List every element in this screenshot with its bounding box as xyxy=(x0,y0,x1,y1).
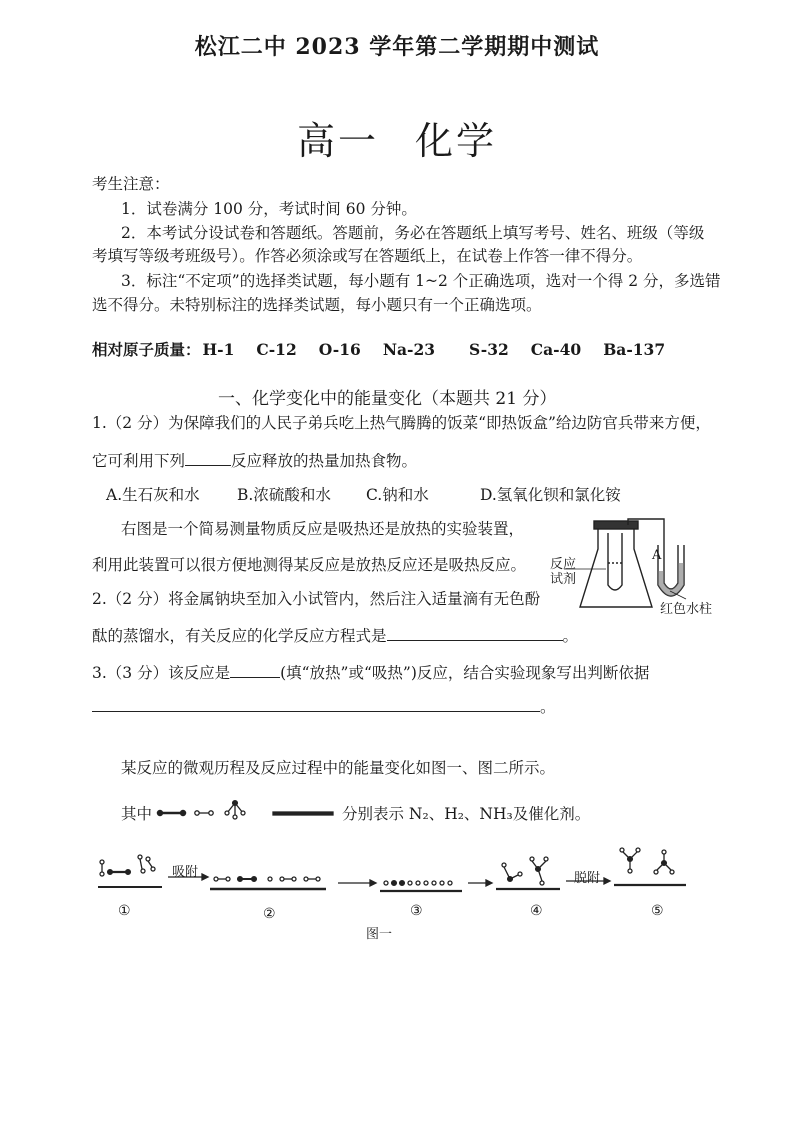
question-1-line-1: 1.（2 分）为保障我们的人民子弟兵吃上热气腾腾的饭菜“即热饭盒”给边防官兵带来方便， xyxy=(92,414,711,432)
section-1-heading: 一、化学变化中的能量变化（本题共 21 分） xyxy=(218,389,557,409)
stage-4-bond-4 xyxy=(538,861,546,869)
stage-4-h-5 xyxy=(540,881,544,885)
question-3-answer-blank xyxy=(230,661,280,678)
stage-3-h-5 xyxy=(432,881,436,885)
h2-atom-b xyxy=(209,811,213,815)
figure-caption: 图一 xyxy=(366,927,393,942)
stage-2-h-1 xyxy=(214,877,218,881)
stage-2-n-2 xyxy=(252,877,257,882)
stage-4-h-1 xyxy=(502,863,506,867)
notice-item-2-line-1: 2．本考试分设试卷和答题纸。答题前，务必在答题纸上填写考号、姓名、班级（等级 xyxy=(121,224,705,242)
stage-2-h-2 xyxy=(226,877,230,881)
stage-5-h-6 xyxy=(662,850,666,854)
stage-4-bond-3 xyxy=(532,861,538,869)
atomic-masses-label: 相对原子质量： xyxy=(92,340,201,359)
notice-item-1: 1．试卷满分 100 分，考试时间 60 分钟。 xyxy=(121,200,417,218)
option-a: A.生石灰和水 xyxy=(106,486,200,504)
nh3-h-atom-2 xyxy=(233,815,237,819)
option-c: C.钠和水 xyxy=(366,486,429,504)
stage-3-n-1 xyxy=(392,881,397,886)
stage-1-h2b-bond xyxy=(140,859,142,869)
question-3-text-b: (填“放热”或“吸热”)反应，结合实验现象写出判断依据 xyxy=(280,664,650,682)
question-3-end-mark: 。 xyxy=(540,698,556,716)
flask-stopper xyxy=(594,521,638,529)
h2-atom-a xyxy=(195,811,199,815)
notice-item-3-line-1: 3．标注“不定项”的选择类试题，每小题有 1~2 个正确选项，选对一个得 2 分，多选错 xyxy=(121,272,721,290)
molecule-legend xyxy=(155,795,340,825)
stage-1-h2-atom-a xyxy=(100,860,104,864)
mass-o: O-16 xyxy=(318,340,361,359)
stage-1-n2-atom-b xyxy=(126,870,131,875)
stage-4-h-3 xyxy=(530,857,534,861)
step-adsorb-label: 吸附 xyxy=(172,865,199,880)
stage-5-h-4 xyxy=(654,870,658,874)
mass-ba: Ba-137 xyxy=(603,340,666,359)
question-2-line-1: 2.（2 分）将金属钠块至加入小试管内，然后注入适量滴有无色酚 xyxy=(92,590,541,608)
mass-s: S-32 xyxy=(469,340,509,359)
question-2-text-b: 。 xyxy=(562,627,579,645)
mass-ca: Ca-40 xyxy=(530,340,582,359)
stage-2-h-4 xyxy=(280,877,284,881)
legend-prefix: 其中 xyxy=(121,805,153,823)
mass-c: C-12 xyxy=(256,340,297,359)
stage-3-number: ③ xyxy=(410,903,423,919)
question-2-line-2 xyxy=(92,624,578,647)
stage-2-number: ② xyxy=(263,906,276,922)
question-3-text-a: 3.（3 分）该反应是 xyxy=(92,664,231,682)
stage-3-h-4 xyxy=(424,881,428,885)
apparatus-intro-line-1: 右图是一个简易测量物质反应是吸热还是放热的实验装置， xyxy=(121,520,525,538)
step-desorb-label: 脱附 xyxy=(574,871,601,886)
stage-5-h-3 xyxy=(628,869,632,873)
notice-item-3-line-2: 选不得分。未特别标注的选择类试题，每小题只有一个正确选项。 xyxy=(92,296,542,314)
stage-3-h-3 xyxy=(416,881,420,885)
reagent-label-1: 反应 xyxy=(550,557,577,572)
question-1-line-2 xyxy=(92,449,417,472)
stage-1-h2c-atom-b xyxy=(151,867,155,871)
n2-atom-b xyxy=(180,810,185,815)
stage-1-h2c-atom-a xyxy=(146,857,150,861)
question-3-line-1 xyxy=(92,661,649,684)
stage-3-h-6 xyxy=(440,881,444,885)
option-d: D.氢氧化钡和氯化铵 xyxy=(480,486,621,504)
stage-1-h2b-atom-a xyxy=(138,855,142,859)
nh3-h-atom-3 xyxy=(241,811,245,815)
stage-3-h-1 xyxy=(384,881,388,885)
notice-label: 考生注意： xyxy=(92,175,170,193)
question-1-text-b: 反应释放的热量加热食物。 xyxy=(231,452,418,470)
question-3-line-2 xyxy=(92,695,556,718)
question-1-text-a: 它可利用下列 xyxy=(92,452,186,470)
stage-1-h2b-atom-b xyxy=(141,869,145,873)
stage-5-number: ⑤ xyxy=(651,903,664,919)
subject-label: 化学 xyxy=(415,119,498,163)
apparatus-intro-line-2: 利用此装置可以很方便地测得某反应是放热反应还是吸热反应。 xyxy=(92,556,527,574)
stage-1-h2-atom-b xyxy=(100,872,104,876)
u-tube-inner xyxy=(664,545,678,589)
stage-3-n-2 xyxy=(400,881,405,886)
flask-outline xyxy=(580,529,652,607)
stage-5-h-2 xyxy=(636,848,640,852)
legend-text: 分别表示 N₂、H₂、NH₃及催化剂。 xyxy=(342,805,591,823)
catalyst-surface xyxy=(273,812,333,815)
stage-3-h-2 xyxy=(408,881,412,885)
micro-process-intro: 某反应的微观历程及反应过程中的能量变化如图一、图二所示。 xyxy=(121,759,556,777)
stage-5-h-5 xyxy=(670,870,674,874)
water-column-label: 红色水柱 xyxy=(660,602,713,617)
atomic-masses xyxy=(92,339,687,361)
exam-title: 松江二中 2023 学年第二学期期中测试 xyxy=(194,34,600,60)
stage-2-h-7 xyxy=(316,877,320,881)
stage-4-number: ④ xyxy=(530,903,543,919)
point-a-label: A xyxy=(652,548,662,563)
arrow-3-head xyxy=(486,880,492,886)
reagent-label-2: 试剂 xyxy=(550,572,577,587)
stage-5-h-1 xyxy=(620,848,624,852)
test-tube-icon xyxy=(608,533,622,590)
arrow-adsorb-head xyxy=(202,874,208,880)
arrow-2-head xyxy=(370,880,376,886)
stage-2-h-5 xyxy=(292,877,296,881)
grade-label: 高一 xyxy=(296,119,379,163)
option-b: B.浓硫酸和水 xyxy=(237,486,331,504)
notice-item-2-line-2: 考填写等级考班级号）。作答必须涂或写在答题纸上，在试卷上作答一律不得分。 xyxy=(92,247,643,265)
stage-3-h-7 xyxy=(448,881,452,885)
stage-1-h2c-bond xyxy=(148,861,152,867)
nh3-h-atom-1 xyxy=(225,811,229,815)
question-3-reason-blank xyxy=(92,695,540,712)
stage-2-h-6 xyxy=(304,877,308,881)
stage-4-bond-1 xyxy=(504,867,510,879)
question-2-answer-blank xyxy=(387,624,563,641)
question-2-text-a: 酞的蒸馏水，有关反应的化学反应方程式是 xyxy=(92,627,387,645)
subject-heading xyxy=(0,110,794,165)
arrow-desorb-head xyxy=(604,878,610,884)
stage-4-h-2 xyxy=(518,872,522,876)
question-1-answer-blank xyxy=(185,449,231,466)
stage-4-h-4 xyxy=(544,857,548,861)
mass-na: Na-23 xyxy=(382,340,436,359)
mass-h: H-1 xyxy=(202,340,235,359)
stage-2-h-3 xyxy=(268,877,272,881)
stage-1-number: ① xyxy=(118,903,131,919)
